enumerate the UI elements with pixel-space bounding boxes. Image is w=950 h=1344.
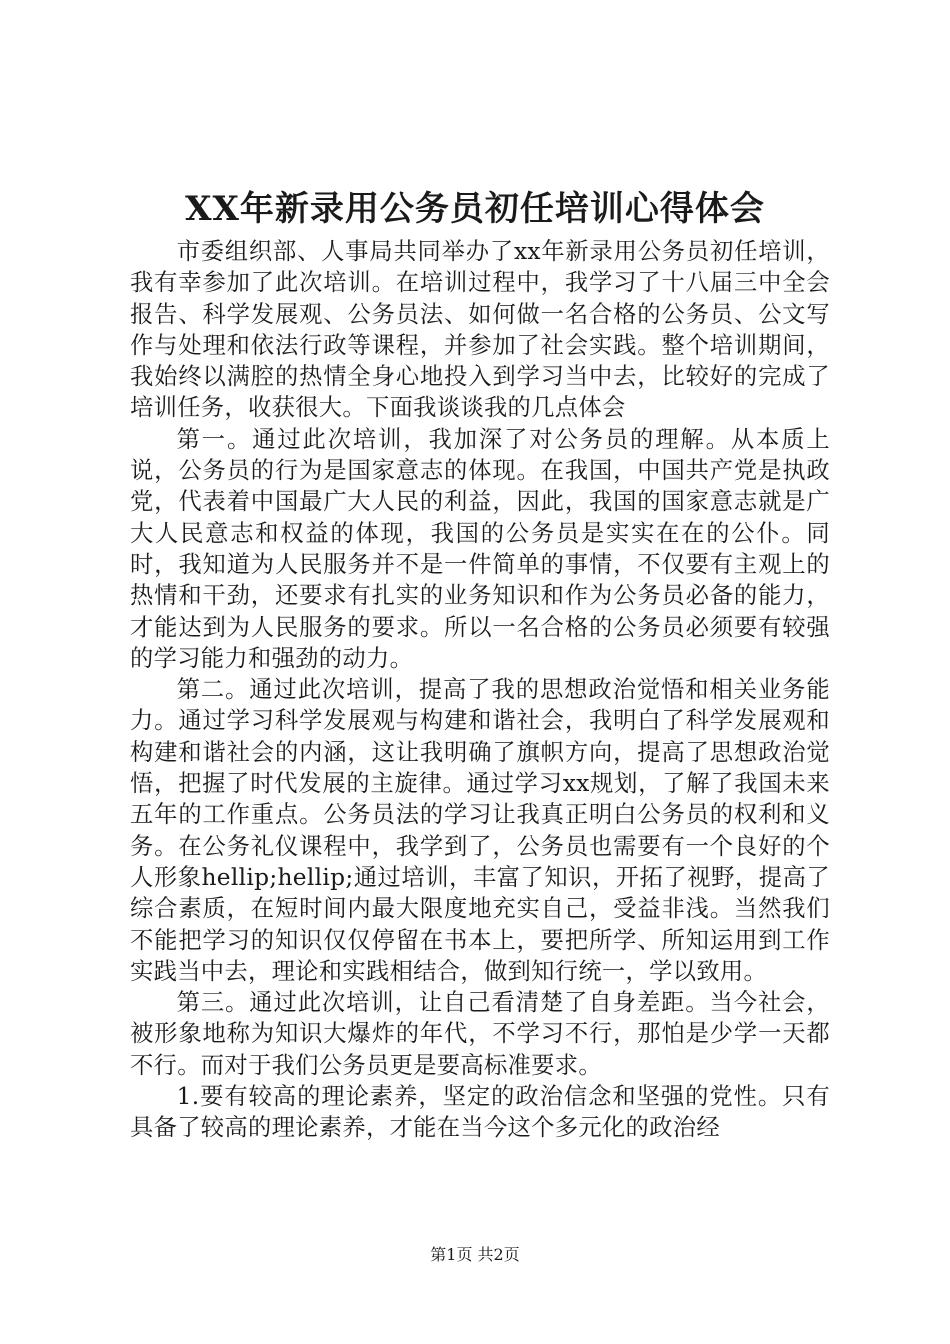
paragraph-second-point: 第二。通过此次培训，提高了我的思想政治觉悟和相关业务能力。通过学习科学发展观与构建和谐社会，我明白了科学发展观和构建和谐社会的内涵，这让我明确了旗帜方向，提高了思想政治觉悟，把握了时代发展的主旋律。通过学习xx规划，了解了我国未来五年的工作重点。公务员法的学习让我真正明白公务员的权利和义务。在公务礼仪课程中，我学到了，公务员也需要有一个良好的个人形象hellip;hellip;通过培训，丰富了知识，开拓了视野，提高了综合素质，在短时间内最大限度地充实自己，受益非浅。当然我们不能把学习的知识仅仅停留在书本上，要把所学、所知运用到工作实践当中去，理论和实践相结合，做到知行统一，学以致用。 (130, 676, 830, 985)
paragraph-third-point: 第三。通过此次培训，让自己看清楚了自身差距。当今社会，被形象地称为知识大爆炸的年代，不学习不行，那怕是少学一天都不行。而对于我们公务员更是要高标准要求。 (130, 989, 830, 1079)
paragraph-item-1: 1.要有较高的理论素养，坚定的政治信念和坚强的党性。只有具备了较高的理论素养，才能在当今这个多元化的政治经 (130, 1083, 830, 1142)
paragraph-intro: 市委组织部、人事局共同举办了xx年新录用公务员初任培训，我有幸参加了此次培训。在培训过程中，我学习了十八届三中全会报告、科学发展观、公务员法、如何做一名合格的公务员、公文写作与处理和依法行政等课程，并参加了社会实践。整个培训期间，我始终以满腔的热情全身心地投入到学习当中去，比较好的完成了培训任务，收获很大。下面我谈谈我的几点体会 (130, 238, 830, 422)
document-body (130, 236, 830, 1144)
page-footer: 第1页 共2页 (430, 1245, 520, 1264)
paragraph-first-point: 第一。通过此次培训，我加深了对公务员的理解。从本质上说，公务员的行为是国家意志的体现。在我国，中国共产党是执政党，代表着中国最广大人民的利益，因此，我国的国家意志就是广大人民意志和权益的体现，我国的公务员是实实在在的公仆。同时，我知道为人民服务并不是一件简单的事情，不仅要有主观上的热情和干劲，还要求有扎实的业务知识和作为公务员必备的能力，才能达到为人民服务的要求。所以一名合格的公务员必须要有较强的学习能力和强劲的动力。 (130, 425, 830, 672)
document-title: XX年新录用公务员初任培训心得体会 (185, 189, 765, 229)
